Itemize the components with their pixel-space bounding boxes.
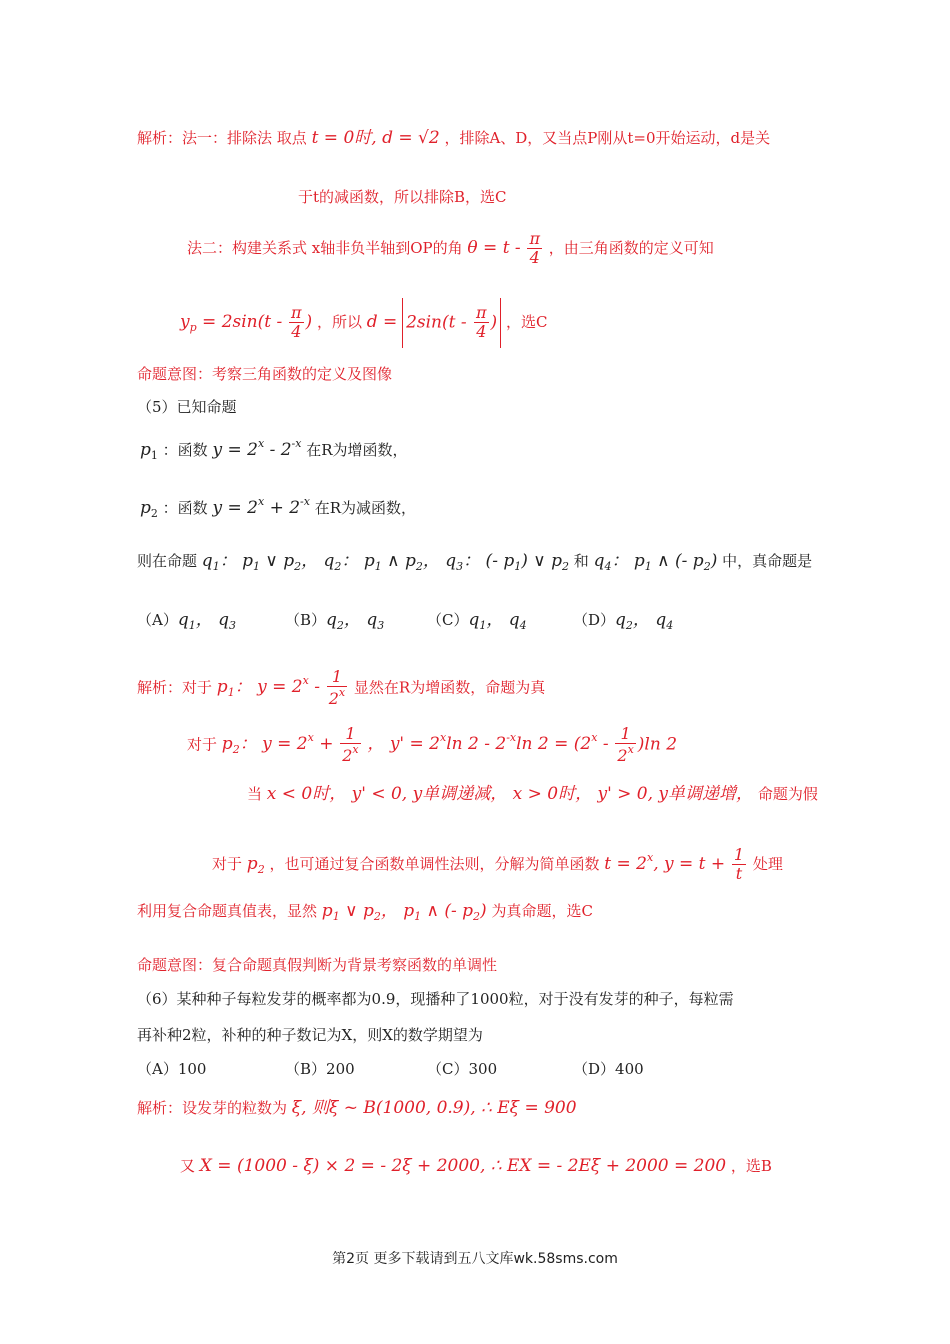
- q6-option-d[interactable]: （D）400: [573, 1060, 644, 1078]
- q5-p1-line: $p_1$ ：函数 $y = 2^x - 2^{-x}$ 在R为增函数，: [140, 437, 408, 462]
- q4-d-formula: d =: [366, 311, 398, 332]
- q6-solution-line2: 又 X = (1000 - ξ) × 2 = - 2ξ + 2000, ∴ EX = - 2Eξ + 2000 = 200 ，选B: [180, 1156, 772, 1176]
- page-footer: 第2页 更多下载请到五八文库wk.58sms.com: [332, 1251, 618, 1267]
- q6-solution-line1: 解析：设发芽的粒数为 ξ, 则ξ ~ B(1000, 0.9), ∴ Eξ = 900: [137, 1098, 577, 1118]
- q5-p2-formula: $y = 2^x + 2^{-x}$: [212, 495, 310, 518]
- q4-yp-formula: $y_p = 2\sin(t$ -: [180, 311, 283, 334]
- q5-propositions-line: 则在命题 $q_1$： $p_1$ ∨ $p_2$， $q_2$： $p_1$ ∧ $p_2$， $q_3$： (- $p_1$) ∨ $p_2$ 和 $q_4$： $p_1$ ∧ (- $p_2$) 中，真命题是: [137, 551, 813, 573]
- q6-stem-line2: 再补种2粒，补种的种子数记为X，则X的数学期望为: [137, 1026, 483, 1044]
- q5-option-a[interactable]: $(A)q_1$， $q_3$: [137, 610, 237, 632]
- q6-stem-line1: （6）某种种子每粒发芽的概率都为0.9，现播种了1000粒，对于没有发芽的种子，每粒需: [137, 990, 734, 1008]
- q5-p1-formula: $y = 2^x - 2^{-x}$: [212, 437, 302, 460]
- q4-formula-t0: t = 0时, d = √2: [311, 128, 440, 148]
- q4-solution-line2: 于t的减函数，所以排除B，选C: [298, 188, 507, 206]
- q4-yp-line: $y_p = 2\sin(t$ - $\frac{\pi}{4}$ ) ，所以 d = 2sin(t - $\frac{\pi}{4}$ ) ，选C: [180, 298, 547, 348]
- q5-solution-line3: 当 x < 0时， y' < 0, y单调递减， x > 0时， y' > 0, y单调递增， 命题为假: [247, 784, 818, 804]
- q5-p2-line: $p_2$ ：函数 $y = 2^x + 2^{-x}$ 在R为减函数，: [140, 495, 417, 520]
- q5-solution-line2: 对于 $p_2$： $y = 2^x$ + $\frac{1}{2^x}$ ， $y' = 2^x\ln$ $2 - 2^{-x}\ln$ $2 = (2^x$ - $\frac{1}{2^x}$ )ln 2: [187, 724, 678, 766]
- q5-option-b[interactable]: $(B)q_2$， $q_3$: [285, 610, 385, 632]
- q4-solution-line1: 解析：法一：排除法 取点 t = 0时, d = √2 ，排除A、D，又当点P刚从t=0开始运动，d是关: [137, 128, 771, 148]
- q5-option-c[interactable]: $(C)q_1$， $q_4$: [427, 610, 527, 632]
- q5-solution-line4: 对于 $p_2$ ，也可通过复合函数单调性法则，分解为简单函数 $t = 2^x$, y = t + $\frac{1}{t}$ 处理: [212, 845, 783, 884]
- q5-solution-line1: 解析：对于 $p_1$： $y = 2^x$ - $\frac{1}{2^x}$ 显然在R为增函数，命题为真: [137, 667, 546, 709]
- q4-theta-formula: θ = t -: [467, 237, 521, 258]
- q5-stem: （5）已知命题: [137, 398, 237, 416]
- q5-intent: 命题意图：复合命题真假判断为背景考察函数的单调性: [137, 956, 498, 974]
- q6-option-a[interactable]: （A）100: [137, 1060, 207, 1078]
- q4-intent: 命题意图：考察三角函数的定义及图像: [137, 365, 393, 383]
- q4-solution-label: 解析：法一：排除法 取点: [137, 129, 307, 147]
- q5-solution-line5: 利用复合命题真值表，显然 $p_1$ ∨ $p_2$， $p_1$ ∧ (- $p_2$) 为真命题，选C: [137, 901, 593, 923]
- q6-option-b[interactable]: （B）200: [285, 1060, 355, 1078]
- q6-option-c[interactable]: （C）300: [427, 1060, 498, 1078]
- q5-q-formulas: $q_1$： $p_1$ ∨ $p_2$， $q_2$： $p_1$ ∧ $p_2$， $q_3$： (- $p_1$) ∨ $p_2$: [201, 551, 569, 573]
- q4-method2-line: 法二：构建关系式 x轴非负半轴到OP的角 θ = t - $\frac{\pi}{4}$ ，由三角函数的定义可知: [187, 229, 714, 268]
- q5-option-d[interactable]: $(D)q_2$， $q_4$: [573, 610, 674, 632]
